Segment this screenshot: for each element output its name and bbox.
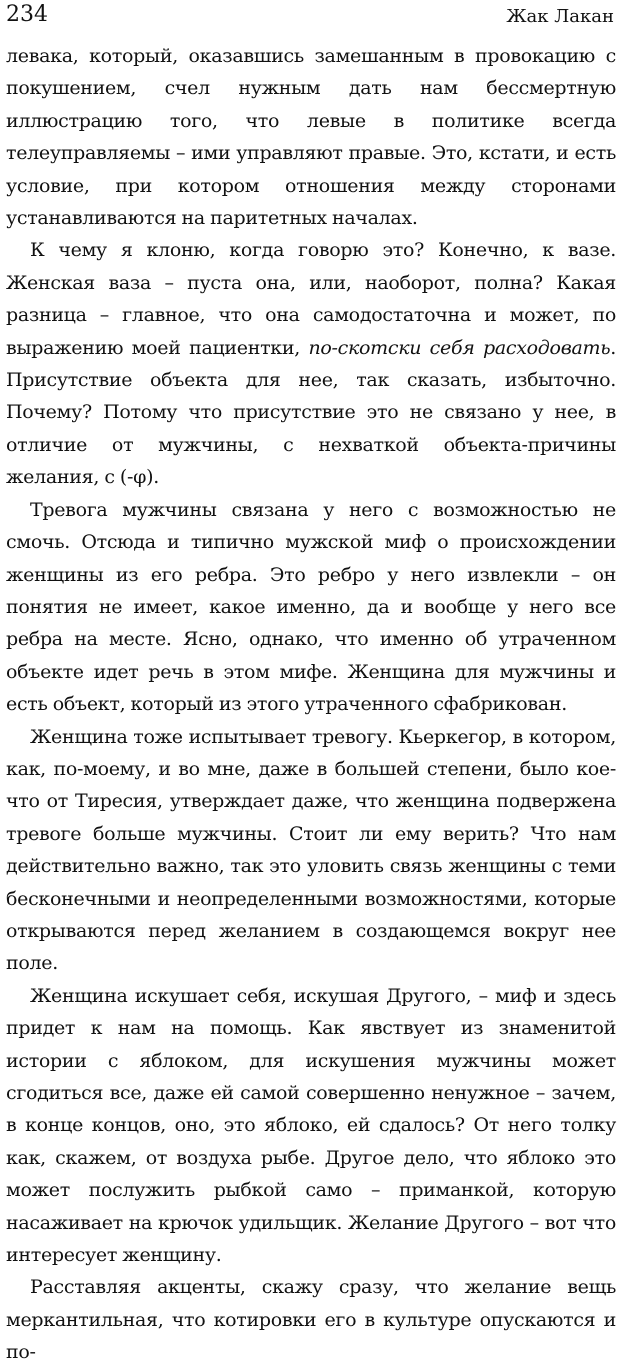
paragraph-2-emphasis: по-скотски себя расходовать (308, 336, 611, 359)
paragraph-1: левака, который, оказавшись замешанным в провокацию с покушением, счел нужным дать нам бессмертную иллюстрацию того, что левые в политике всегда телеуправляемы – ими управляют правые. Это, кстати, и есть условие, при котором отношения между сторонами устанавливаются на паритетных началах. (6, 45, 616, 230)
paragraph-2-text-after: . Присутствие объекта для нее, так сказать, избыточно. Почему? Потому что присутствие это не связано у нее, в отличие от мужчины, с нехваткой объекта-причины желания, с (-φ). (6, 336, 616, 489)
paragraph-6: Расставляя акценты, скажу сразу, что желание вещь меркантильная, что котировки его в культуре опускаются и по- (6, 1276, 616, 1364)
paragraph-2 (6, 234, 616, 493)
body-text (6, 40, 616, 1369)
paragraph-2-text-before: К чему я клоню, когда говорю это? Конечно, к вазе. Женская ваза – пуста она, или, наоборот, полна? Какая разница – главное, что она самодостаточна и может, по выражению моей пациентки, (6, 239, 616, 359)
page-number: 234 (6, 2, 48, 27)
paragraph-3: Тревога мужчины связана у него с возможностью не смочь. Отсюда и типично мужской миф о происхождении женщины из его ребра. Это ребро у него извлекли – он понятия не имеет, какое именно, да и вообще у него все ребра на месте. Ясно, однако, что именно об утраченном объекте идет речь в этом мифе. Женщина для мужчины и есть объект, который из этого утраченного сфабрикован. (6, 498, 616, 716)
running-title: Жак Лакан (506, 6, 614, 27)
paragraph-4: Женщина тоже испытывает тревогу. Кьеркегор, в котором, как, по-моему, и во мне, даже в большей степени, было кое-что от Тиресия, утверждает даже, что женщина подвержена тревоге больше мужчины. Стоит ли ему верить? Что нам действительно важно, так это уловить связь женщины с теми бесконечными и неопределенными возможностями, которые открываются перед желанием в создающемся вокруг нее поле. (6, 725, 616, 975)
paragraph-5: Женщина искушает себя, искушая Другого, – миф и здесь придет к нам на помощь. Как явствует из знаменитой истории с яблоком, для искушения мужчины может сгодиться все, даже ей самой совершенно ненужное – зачем, в конце концов, оно, это яблоко, ей сдалось? От него толку как, скажем, от воздуха рыбе. Другое дело, что яблоко это может послужить рыбкой само – приманкой, которую насаживает на крючок удильщик. Желание Другого – вот что интересует женщину. (6, 984, 616, 1267)
running-header (6, 0, 616, 40)
